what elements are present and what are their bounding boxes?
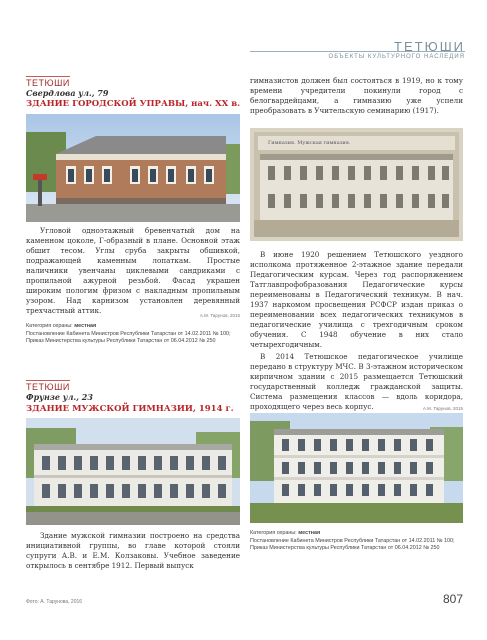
category-label: Категория охраны: (250, 530, 297, 536)
photo-caption: Гимназия. Мужская гимназия. (268, 140, 351, 146)
photo-city-council-building (26, 114, 240, 222)
page-number: 807 (442, 592, 463, 606)
continuation-text: гимназистов должен был состояться в 1919, но к тому времени учредители покинули город с белогвардейцами, а гимназию уже успели преобразовать в Учительскую семинарию (1917). (250, 76, 463, 115)
address: Фрунзе ул., 23 (26, 392, 93, 402)
building-title: ЗДАНИЕ ГОРОДСКОЙ УПРАВЫ, нач. XX в. (26, 99, 241, 109)
photo-credit: А.М. Тарунов, 2015 (422, 406, 463, 411)
photo-historic-gymnasium (250, 128, 463, 241)
photo-college-building (250, 413, 463, 523)
description-text: Угловой одноэтажный бревенчатый дом на каменном цоколе, Г-образный в плане. Основной этаж обшит тесом. Углы сруба закрыты обшивкой, подражающей каменным лопаткам. Простые наличники увенчаны циклевыми сандриками с пропильной ажурной резьбой. Фасад украшен широким пологим фризом с накладным пропильным узором. Над карнизом установлен деревянный трехчастный аттик. (26, 226, 240, 315)
description-text: Здание мужской гимназии построено на средства инициативной группы, во главе которой стояли супруги А.В. и Е.М. Колзаковы. Учебное заведение открылось в сентябре 1912. Первый выпуск (26, 531, 240, 570)
header-rule (250, 51, 465, 52)
category-label: Категория охраны: (26, 323, 73, 329)
protection-info (250, 530, 463, 553)
photo-gymnasium-building (26, 418, 240, 525)
history-paragraph-1: В июне 1920 решением Тетюшского уездного исполкома протяженное 2-этажное здание передали Педагогическим курсам. Через год распоряжением Татглавпрофобразования Педагогические курсы переименованы в Педагогический техникум. В нач. 1937 наркомом просвещения РСФСР издан приказ о переименовании всех педагогических техникумов в педагогические училища с трехгодичным сроком обучения. С 1948 обучение в них стало четырехгодичным. (250, 250, 463, 349)
town-label: ТЕТЮШИ (26, 382, 70, 392)
address: Свердлова ул., 79 (26, 88, 109, 98)
decree-text: Постановление Кабинета Министров Республики Татарстан от 14.02.2011 № 100; Приказ Министерства культуры Республики Татарстан от 06.04.2012 № 250 (250, 537, 455, 551)
category-value: местная (74, 323, 97, 329)
decree-text: Постановление Кабинета Министров Республики Татарстан от 14.02.2011 № 100; Приказ Министерства культуры Республики Татарстан от 06.04.2012 № 250 (26, 330, 231, 344)
section-title: ТЕТЮШИ (394, 39, 465, 54)
category-value: местная (298, 530, 321, 536)
town-label: ТЕТЮШИ (26, 78, 70, 88)
history-paragraph-2: В 2014 Тетюшское педагогическое училище передано в структуру МЧС. В 3-этажном историческом кирпичном здании с 2015 размещается Тетюшский государственный колледж гражданской защиты. Система размещения классов — вдоль коридора, проходящего через весь корпус. (250, 352, 463, 411)
photo-credit: А.М. Тарунов, 2015 (199, 313, 240, 318)
footer-photo-credit: Фото: А. Тарунова, 2016 (26, 599, 83, 605)
protection-info (26, 323, 240, 346)
section-subtitle: ОБЪЕКТЫ КУЛЬТУРНОГО НАСЛЕДИЯ (328, 54, 465, 60)
building-title: ЗДАНИЕ МУЖСКОЙ ГИМНАЗИИ, 1914 г. (26, 404, 234, 414)
